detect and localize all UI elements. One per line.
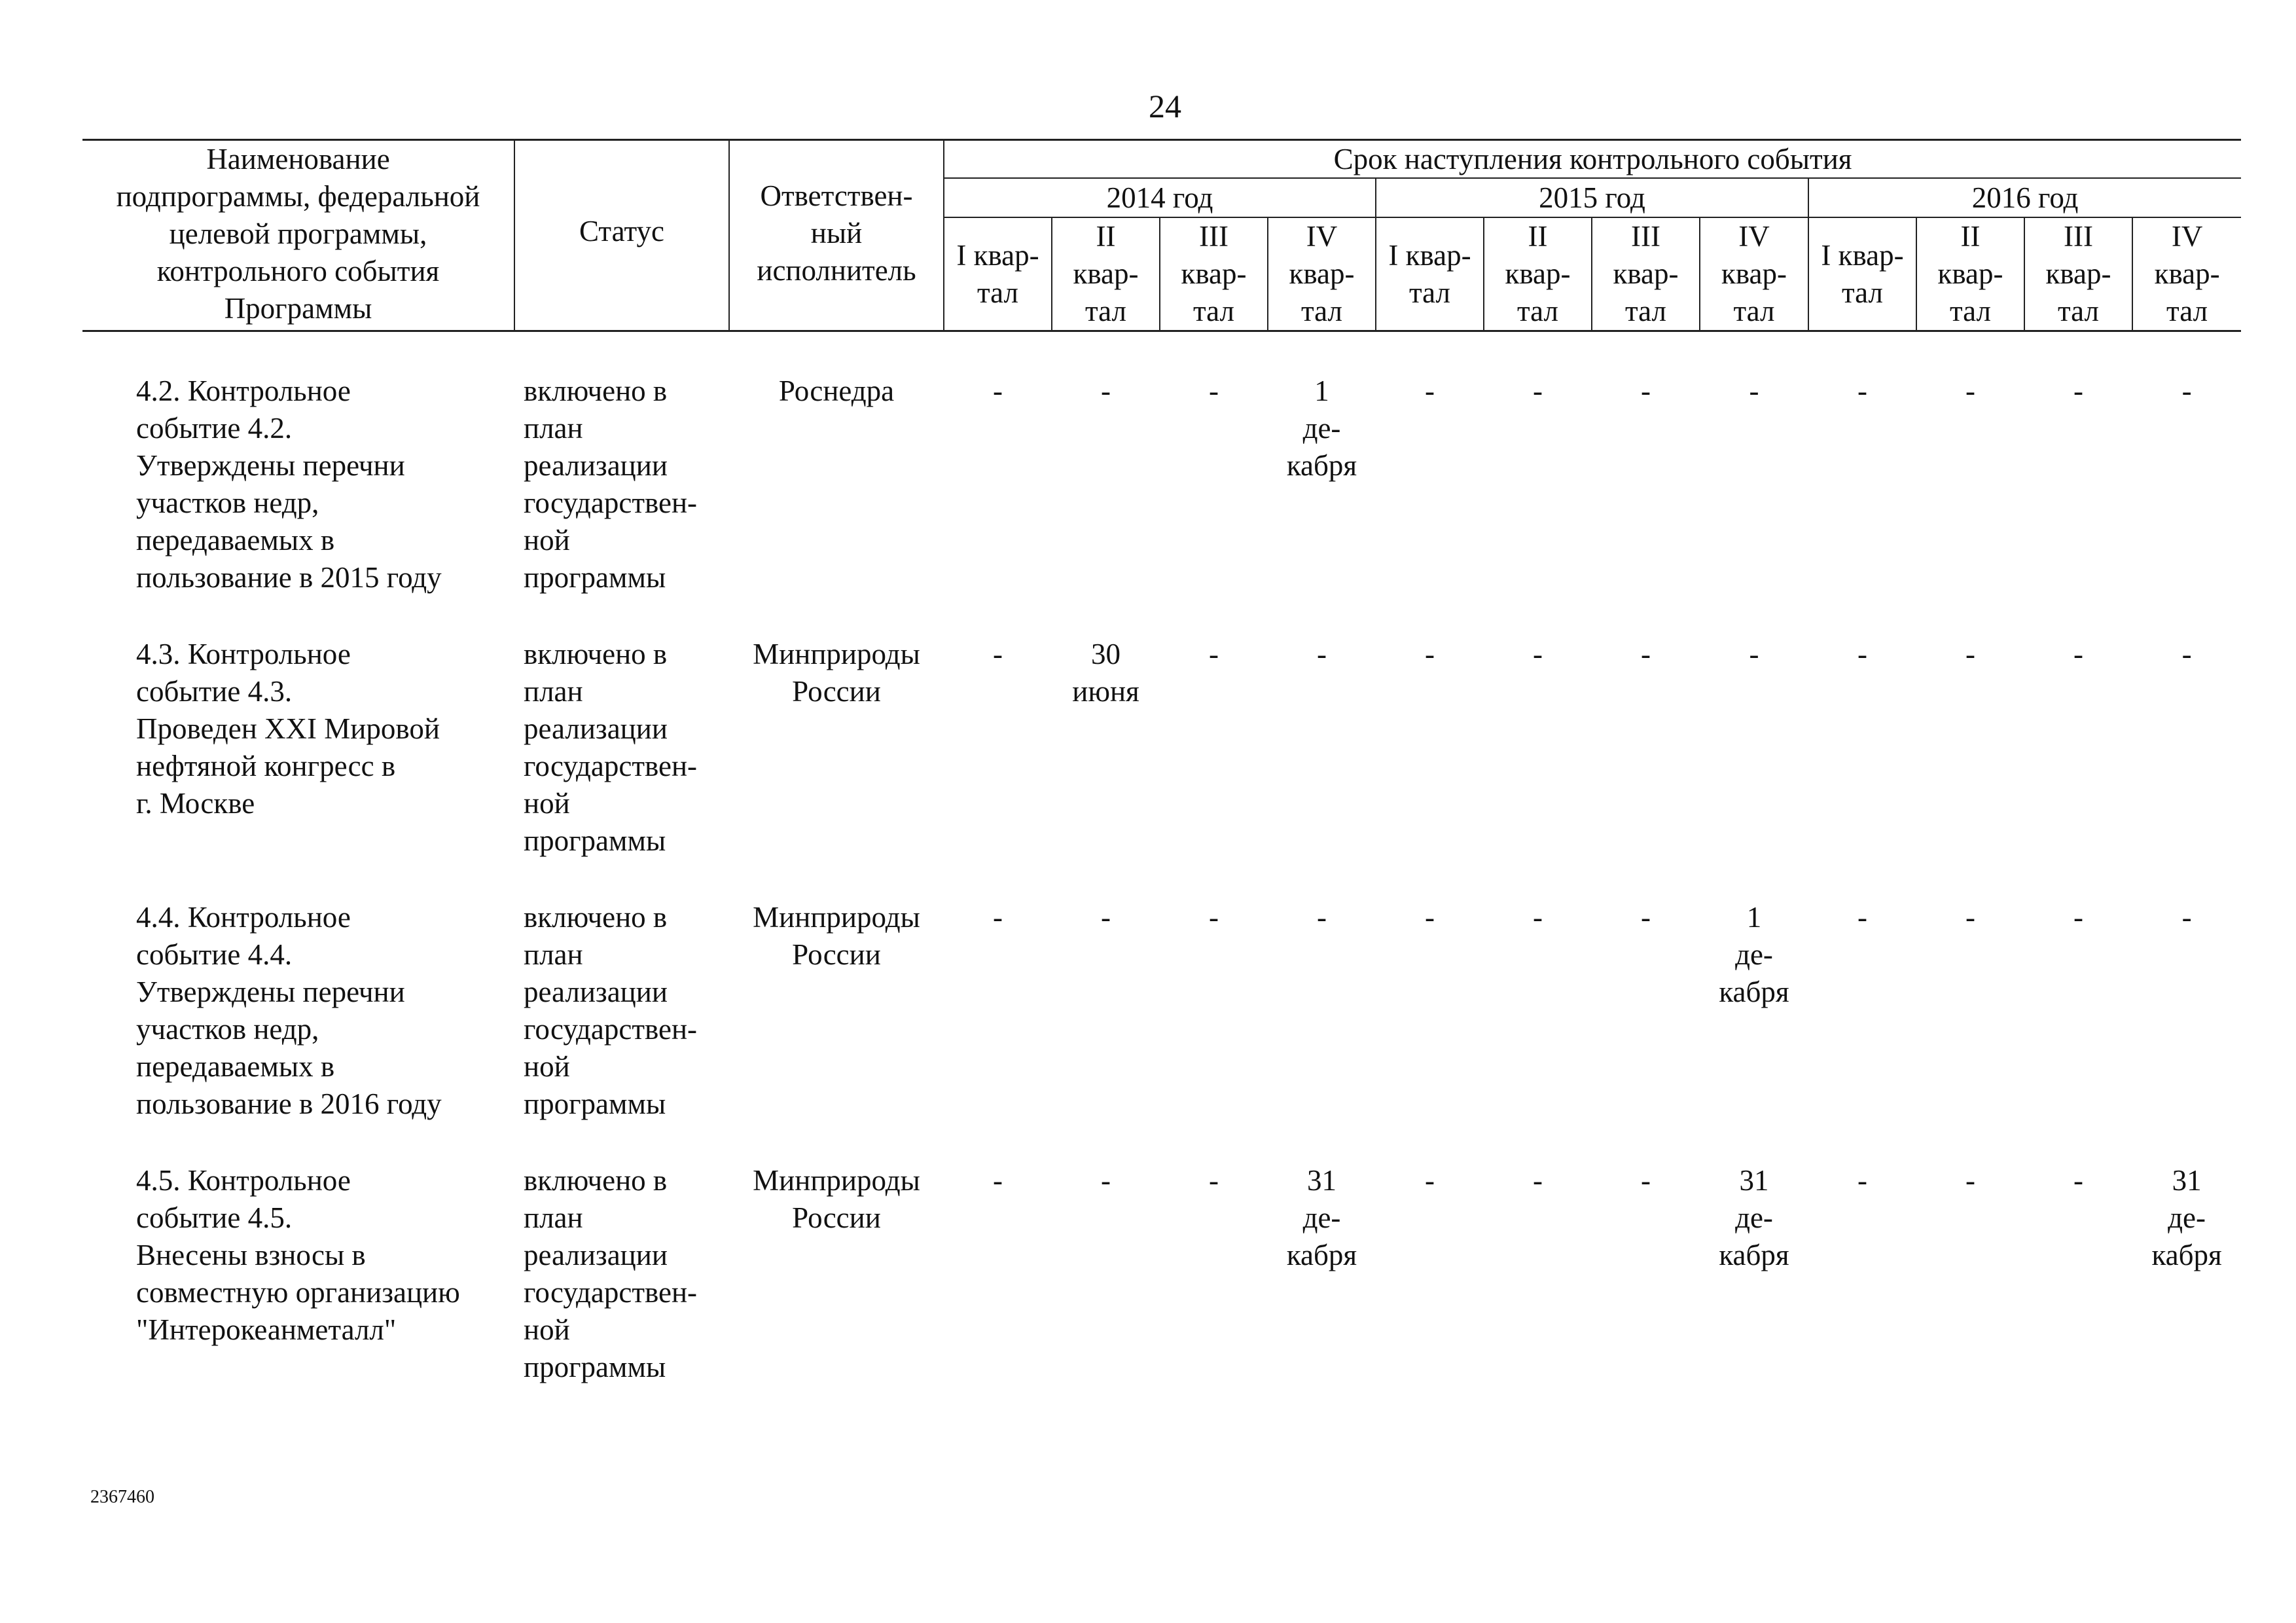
quarter-cell: - [2073,374,2083,407]
header-year-2016: 2016 год [1808,178,2241,217]
quarter-cell: - [1209,638,1219,670]
header-quarter: II квар- тал [1052,217,1160,331]
quarter-cell: - [1101,374,1111,407]
quarter-cell: - [1965,638,1975,670]
event-status: включено в план реализации государствен- ной программы [524,901,698,1120]
event-responsible: Минприроды России [753,901,920,971]
quarter-cell: - [1641,638,1651,670]
quarter-cell: - [1209,374,1219,407]
quarter-cell: - [1641,1164,1651,1197]
header-name: Наименование подпрограммы, федеральной целевой программы, контрольного события Программы [82,140,514,331]
quarter-cell: - [1533,374,1543,407]
quarter-cell: - [1965,901,1975,934]
table-row [82,1162,2241,1425]
header-quarter: I квар- тал [1376,217,1484,331]
table-row [82,899,2241,1162]
quarter-cell: - [1857,638,1867,670]
quarter-cell: - [1857,901,1867,934]
quarter-cell: - [993,638,1003,670]
table-header [82,140,2241,331]
quarter-cell: - [993,1164,1003,1197]
header-quarter: II квар- тал [1484,217,1592,331]
quarter-cell: - [1857,1164,1867,1197]
quarter-cell: - [1857,374,1867,407]
quarter-cell: 1 де- кабря [1286,374,1357,482]
quarter-cell: - [1209,1164,1219,1197]
header-quarter: IV квар- тал [1700,217,1808,331]
header-year-2014: 2014 год [944,178,1376,217]
quarter-cell: - [2073,638,2083,670]
header-year-2015: 2015 год [1376,178,1808,217]
header-deadline-title: Срок наступления контрольного события [944,140,2241,179]
quarter-cell: - [1425,1164,1435,1197]
table-row [82,373,2241,636]
quarter-cell: - [1425,374,1435,407]
quarter-cell: - [993,374,1003,407]
event-responsible: Минприроды России [753,638,920,708]
header-quarter: III квар- тал [1592,217,1700,331]
header-quarter: I квар- тал [944,217,1052,331]
quarter-cell: 31 де- кабря [2151,1164,2222,1271]
quarter-cell: - [1101,1164,1111,1197]
quarter-cell: 31 де- кабря [1286,1164,1357,1271]
header-quarter: IV квар- тал [2132,217,2241,331]
header-quarter: I квар- тал [1808,217,1916,331]
event-name: 4.2. Контрольное событие 4.2. Утверждены перечни участков недр, передаваемых в пользование в 2015 году [136,374,442,594]
quarter-cell: - [1641,901,1651,934]
event-status: включено в план реализации государствен- ной программы [524,374,698,594]
quarter-cell: - [1101,901,1111,934]
header-quarter: IV квар- тал [1268,217,1376,331]
quarter-cell: - [2181,901,2192,934]
event-status: включено в план реализации государствен- ной программы [524,638,698,857]
quarter-cell: - [1317,638,1327,670]
event-responsible: Роснедра [778,374,895,407]
table-row [82,636,2241,899]
header-quarter: III квар- тал [2024,217,2132,331]
quarter-cell: - [1533,901,1543,934]
header-status: Статус [514,140,729,331]
quarter-cell: - [1317,901,1327,934]
quarter-cell: - [1965,1164,1975,1197]
quarter-cell: - [2073,1164,2083,1197]
quarter-cell: 31 де- кабря [1719,1164,1789,1271]
quarter-cell: - [2181,374,2192,407]
quarter-cell: - [2073,901,2083,934]
quarter-cell: - [1641,374,1651,407]
event-responsible: Минприроды России [753,1164,920,1234]
document-id: 2367460 [90,1487,154,1507]
quarter-cell: - [1965,374,1975,407]
quarter-cell: - [1209,901,1219,934]
event-status: включено в план реализации государствен- ной программы [524,1164,698,1383]
quarter-cell: - [993,901,1003,934]
event-name: 4.3. Контрольное событие 4.3. Проведен XXI Мировой нефтяной конгресс в г. Москве [136,638,440,820]
quarter-cell: - [1533,1164,1543,1197]
header-quarter: II квар- тал [1916,217,2024,331]
quarter-cell: 1 де- кабря [1719,901,1789,1008]
quarter-cell: - [1749,638,1759,670]
quarter-cell: - [1425,638,1435,670]
quarter-cell: - [1533,638,1543,670]
page-number: 24 [1149,88,1181,124]
header-responsible: Ответствен- ный исполнитель [729,140,944,331]
event-name: 4.4. Контрольное событие 4.4. Утверждены перечни участков недр, передаваемых в пользование в 2016 году [136,901,442,1120]
quarter-cell: - [2181,638,2192,670]
header-quarter: III квар- тал [1160,217,1268,331]
quarter-cell: 30 июня [1072,638,1139,708]
event-name: 4.5. Контрольное событие 4.5. Внесены взносы в совместную организацию "Интерокеанметалл" [136,1164,460,1346]
quarter-cell: - [1425,901,1435,934]
control-events-table [82,139,2241,1425]
quarter-cell: - [1749,374,1759,407]
